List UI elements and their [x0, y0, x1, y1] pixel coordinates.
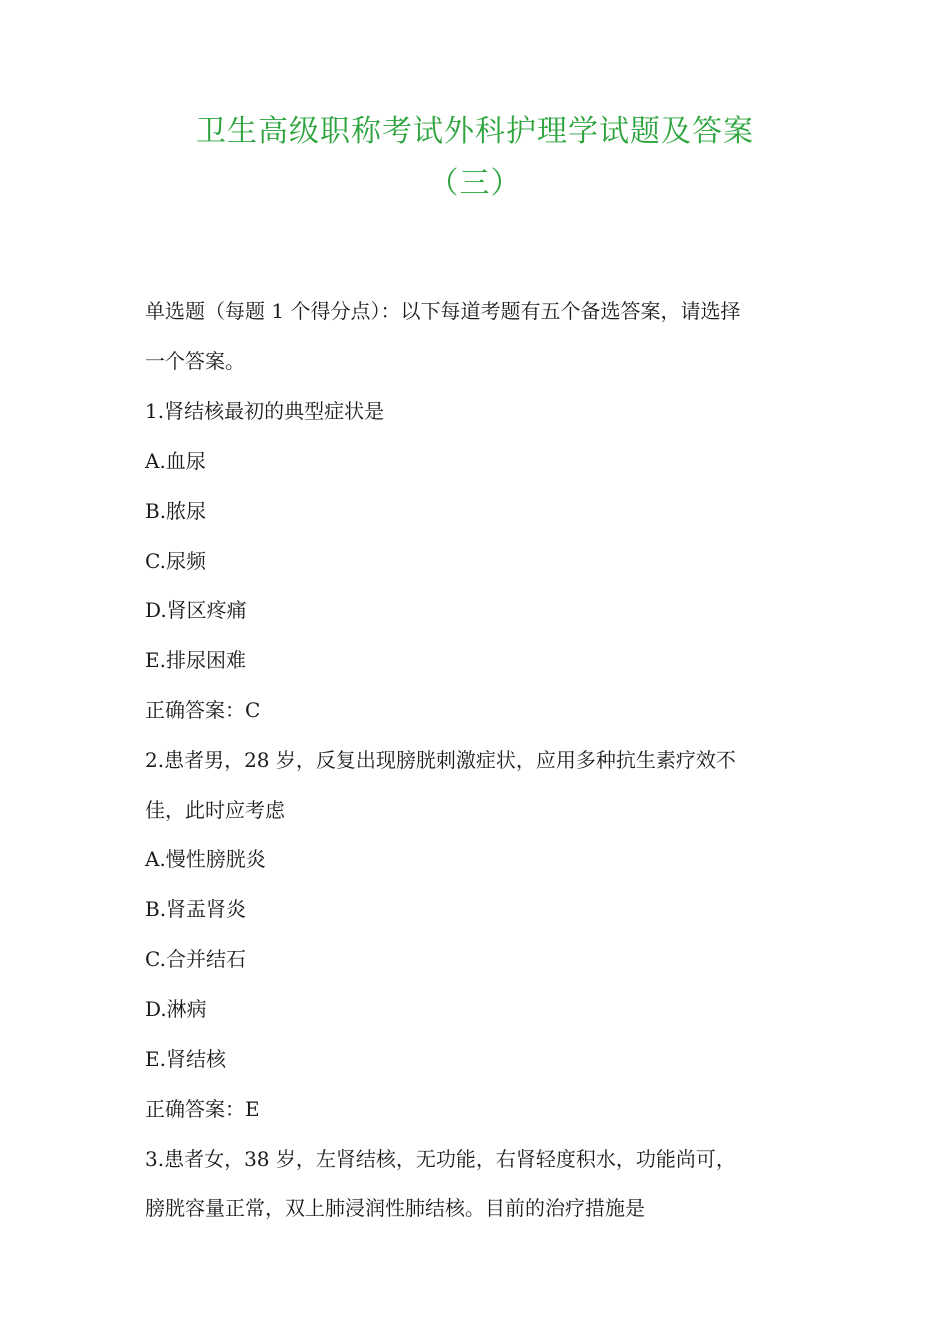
- document-title: 卫生高级职称考试外科护理学试题及答案: [196, 114, 754, 149]
- question-1-stem: 1.肾结核最初的典型症状是: [145, 399, 385, 423]
- question-1-option-b: B.脓尿: [145, 499, 207, 523]
- question-2-option-d: D.淋病: [145, 997, 207, 1021]
- question-2-stem-line-1: 2.患者男，28 岁，反复出现膀胱刺激症状，应用多种抗生素疗效不: [145, 748, 736, 772]
- question-2-option-b: B.肾盂肾炎: [145, 897, 247, 921]
- question-1-option-a: A.血尿: [145, 449, 206, 473]
- question-3-stem-line-1: 3.患者女，38 岁，左肾结核，无功能，右肾轻度积水，功能尚可，: [145, 1147, 736, 1171]
- document-title-part: （三）: [428, 166, 522, 201]
- question-2-answer: 正确答案：E: [145, 1097, 260, 1121]
- instructions-line-1: 单选题（每题 1 个得分点）：以下每道考题有五个备选答案，请选择: [145, 299, 741, 323]
- question-2-option-c: C.合并结石: [145, 947, 246, 971]
- question-1-option-c: C.尿频: [145, 549, 206, 573]
- question-2-option-e: E.肾结核: [145, 1047, 226, 1071]
- question-2-option-a: A.慢性膀胱炎: [145, 847, 266, 871]
- instructions-line-2: 一个答案。: [145, 349, 245, 373]
- question-3-stem-line-2: 膀胱容量正常，双上肺浸润性肺结核。目前的治疗措施是: [145, 1196, 645, 1220]
- question-1-answer: 正确答案：C: [145, 698, 261, 722]
- question-1-option-e: E.排尿困难: [145, 648, 246, 672]
- question-1-option-d: D.肾区疼痛: [145, 598, 247, 622]
- question-2-stem-line-2: 佳，此时应考虑: [145, 798, 285, 822]
